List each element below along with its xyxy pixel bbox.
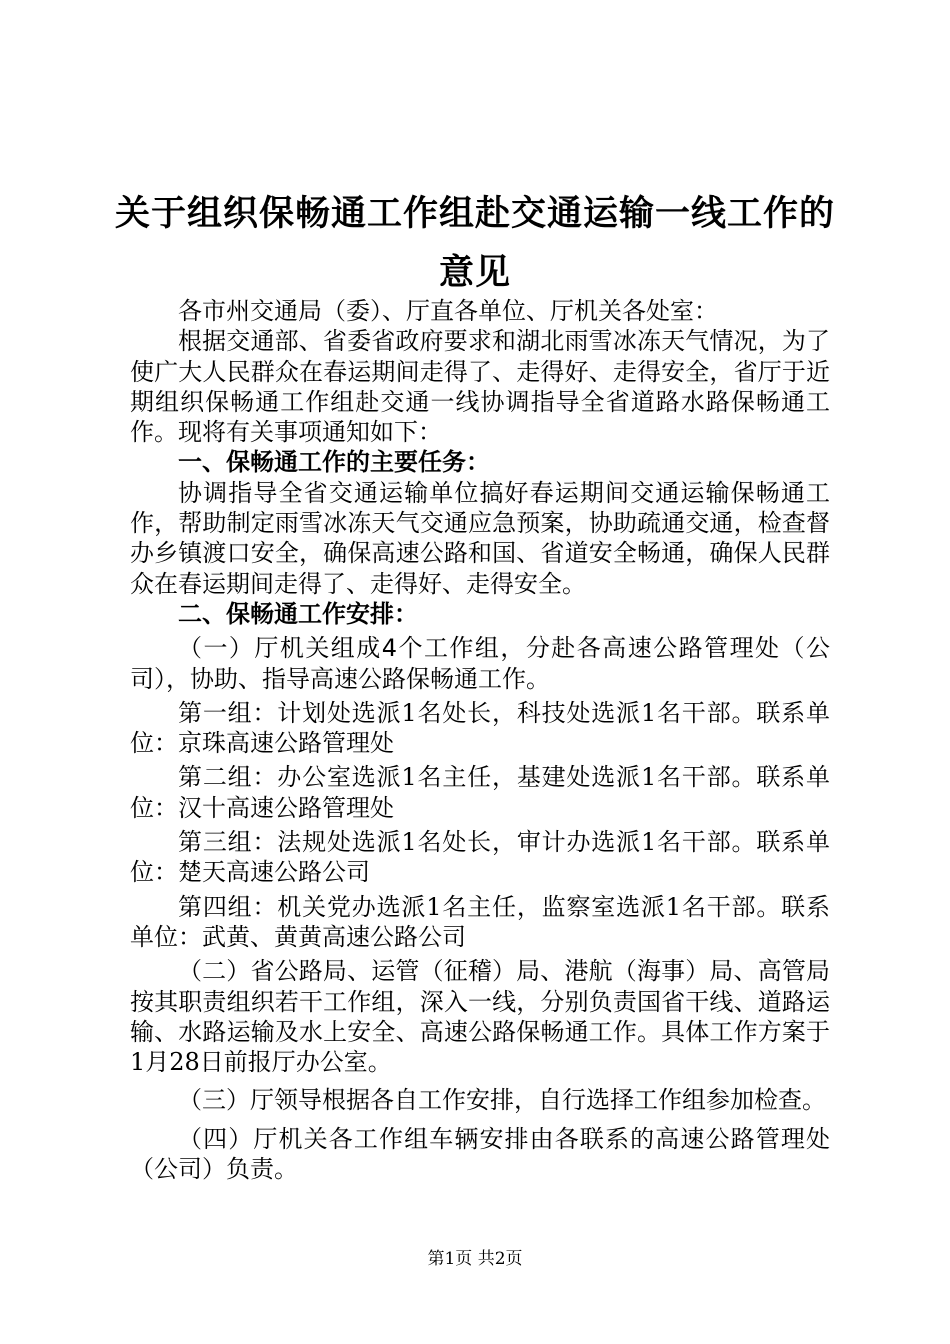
item-2-main-text: （二）省公路局、运管（征稽）局、港航（海事）局、高管局按其职责组织若干工作组，深入一线，分别负责国省干线、道路运输、水路运输及水上安全、高速公路保畅通工作。: [130, 957, 830, 1046]
item-2-tail-text: 具体工作方案于1月28日前报厅办公室。: [130, 1017, 831, 1077]
section-2-heading: 二、保畅通工作安排：: [178, 599, 418, 628]
item-4-paragraph: （四）厅机关各工作组车辆安排由各联系的高速公路管理处（公司）负责。: [130, 1124, 830, 1184]
document-title-line-1: 关于组织保畅通工作组赴交通运输一线工作的: [114, 194, 835, 234]
group-3-paragraph: 第三组：法规处选派1名处长，审计办选派1名干部。联系单位：楚天高速公路公司: [130, 828, 830, 887]
section-1-paragraph: 协调指导全省交通运输单位搞好春运期间交通运输保畅通工作，帮助制定雨雪冰冻天气交通应急预案，协助疏通交通，检查督办乡镇渡口安全，确保高速公路和国、省道安全畅通，确保人民群众在春运期间走得了、走得好、走得安全。: [130, 478, 830, 598]
intro-paragraph: 根据交通部、省委省政府要求和湖北雨雪冰冻天气情况，为了使广大人民群众在春运期间走得了、走得好、走得安全，省厅于近期组织保畅通工作组赴交通一线协调指导全省道路水路保畅通工作。现将有关事项通知如下：: [130, 327, 830, 447]
group-4-paragraph: 第四组：机关党办选派1名主任，监察室选派1名干部。联系单位：武黄、黄黄高速公路公司: [130, 892, 830, 951]
section-1-heading: 一、保畅通工作的主要任务：: [178, 448, 490, 477]
item-2-paragraph: [130, 956, 830, 1077]
group-2-paragraph: 第二组：办公室选派1名主任，基建处选派1名干部。联系单位：汉十高速公路管理处: [130, 763, 830, 822]
group-1-paragraph: 第一组：计划处选派1名处长，科技处选派1名干部。联系单位：京珠高速公路管理处: [130, 698, 830, 758]
page-number-footer: 第1页 共2页: [427, 1249, 523, 1269]
item-3-paragraph: （三）厅领导根据各自工作安排，自行选择工作组参加检查。: [178, 1086, 826, 1115]
item-1-paragraph: （一）厅机关组成4个工作组，分赴各高速公路管理处（公司），协助、指导高速公路保畅通工作。: [130, 634, 830, 693]
salutation: 各市州交通局（委）、厅直各单位、厅机关各处室：: [178, 297, 718, 325]
document-body: [130, 296, 830, 1184]
document-title-line-2: 意见: [438, 253, 511, 293]
